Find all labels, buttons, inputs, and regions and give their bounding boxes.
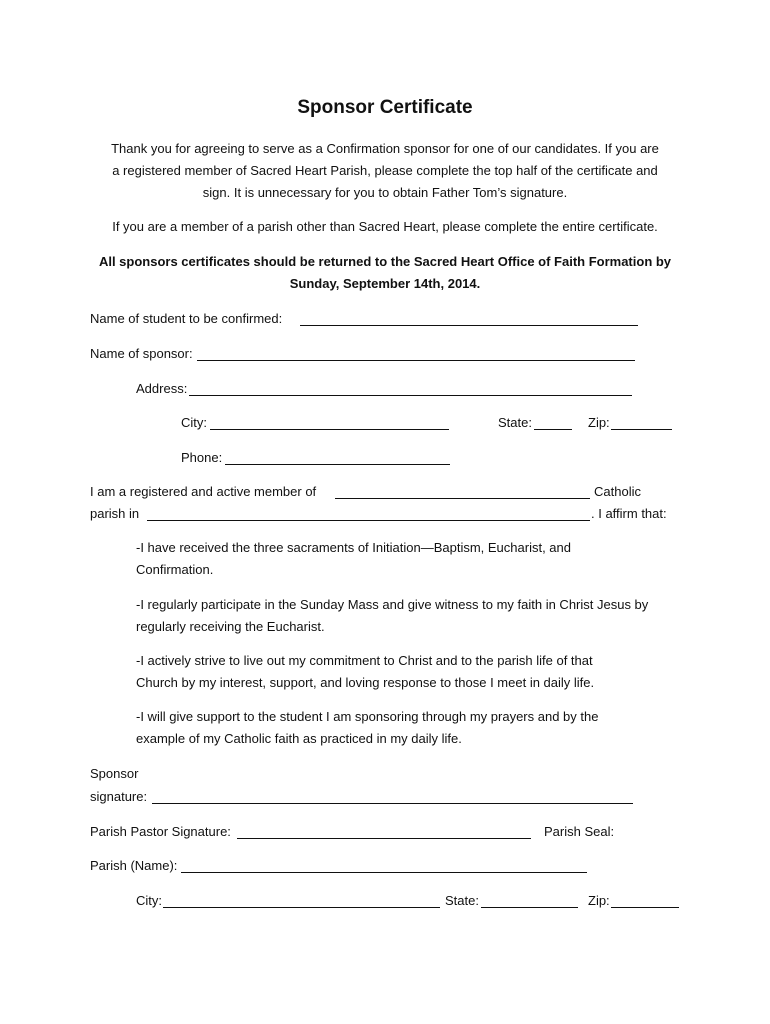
intro-line: sign. It is unnecessary for you to obtain Father Tom’s signature. <box>202 185 568 200</box>
affirmation-item <box>136 594 681 638</box>
parish-zip-label: Zip: <box>588 893 610 908</box>
affirmation-item <box>136 537 681 581</box>
return-note <box>88 251 682 295</box>
parish-name-label: Parish (Name): <box>90 858 178 873</box>
sponsor-signature-field[interactable] <box>152 803 633 804</box>
affirm-intro: . I affirm that: <box>591 506 667 521</box>
membership-suffix: Catholic <box>594 484 641 499</box>
affirmation-line: Confirmation. <box>136 562 214 577</box>
parish-city-label: City: <box>136 893 162 908</box>
affirmation-line: -I actively strive to live out my commitment to Christ and to the parish life of that <box>136 653 593 668</box>
parish-state-field[interactable] <box>481 907 578 908</box>
intro-line: Thank you for agreeing to serve as a Confirmation sponsor for one of our candidates. If you are <box>111 141 659 156</box>
pastor-signature-label: Parish Pastor Signature: <box>90 824 231 839</box>
phone-field[interactable] <box>225 464 450 465</box>
parish-zip-field[interactable] <box>611 907 679 908</box>
other-parish-note <box>88 216 682 238</box>
address-field[interactable] <box>189 395 632 396</box>
affirmation-item <box>136 650 681 694</box>
member-parish-field[interactable] <box>335 498 590 499</box>
parish-location-prefix: parish in <box>90 506 140 521</box>
affirmation-item <box>136 706 681 750</box>
parish-state-label: State: <box>445 893 479 908</box>
zip-label: Zip: <box>588 415 610 430</box>
parish-city-field[interactable] <box>163 907 440 908</box>
student-name-field[interactable] <box>300 325 638 326</box>
zip-field[interactable] <box>611 429 672 430</box>
affirmation-line: regularly receiving the Eucharist. <box>136 619 325 634</box>
pastor-signature-field[interactable] <box>237 838 531 839</box>
intro-line: a registered member of Sacred Heart Parish, please complete the top half of the certificate and <box>112 163 658 178</box>
sponsor-signature-label: Sponsor <box>90 766 139 781</box>
parish-name-field[interactable] <box>181 872 587 873</box>
city-field[interactable] <box>210 429 449 430</box>
student-name-label: Name of student to be confirmed: <box>90 311 283 326</box>
sponsor-name-label: Name of sponsor: <box>90 346 193 361</box>
affirmation-line: -I will give support to the student I am sponsoring through my prayers and by the <box>136 709 599 724</box>
membership-prefix: I am a registered and active member of <box>90 484 317 499</box>
parish-location-field[interactable] <box>147 520 590 521</box>
intro-paragraph <box>88 138 682 204</box>
return-note-line: All sponsors certificates should be returned to the Sacred Heart Office of Faith Formation by <box>98 254 672 269</box>
return-note-line: Sunday, September 14th, 2014. <box>289 276 481 291</box>
phone-label: Phone: <box>181 450 223 465</box>
other-parish-note-text: If you are a member of a parish other than Sacred Heart, please complete the entire certificate. <box>112 219 658 234</box>
sponsor-name-field[interactable] <box>197 360 635 361</box>
page-title: Sponsor Certificate <box>297 97 473 118</box>
affirmation-line: -I regularly participate in the Sunday Mass and give witness to my faith in Christ Jesus by <box>136 597 649 612</box>
affirmation-line: example of my Catholic faith as practiced in my daily life. <box>136 731 462 746</box>
city-label: City: <box>181 415 207 430</box>
affirmation-line: -I have received the three sacraments of Initiation—Baptism, Eucharist, and <box>136 540 571 555</box>
sponsor-signature-label: signature: <box>90 789 148 804</box>
affirmation-line: Church by my interest, support, and loving response to those I meet in daily life. <box>136 675 595 690</box>
parish-seal-label: Parish Seal: <box>544 824 615 839</box>
address-label: Address: <box>136 381 188 396</box>
state-label: State: <box>498 415 532 430</box>
state-field[interactable] <box>534 429 572 430</box>
